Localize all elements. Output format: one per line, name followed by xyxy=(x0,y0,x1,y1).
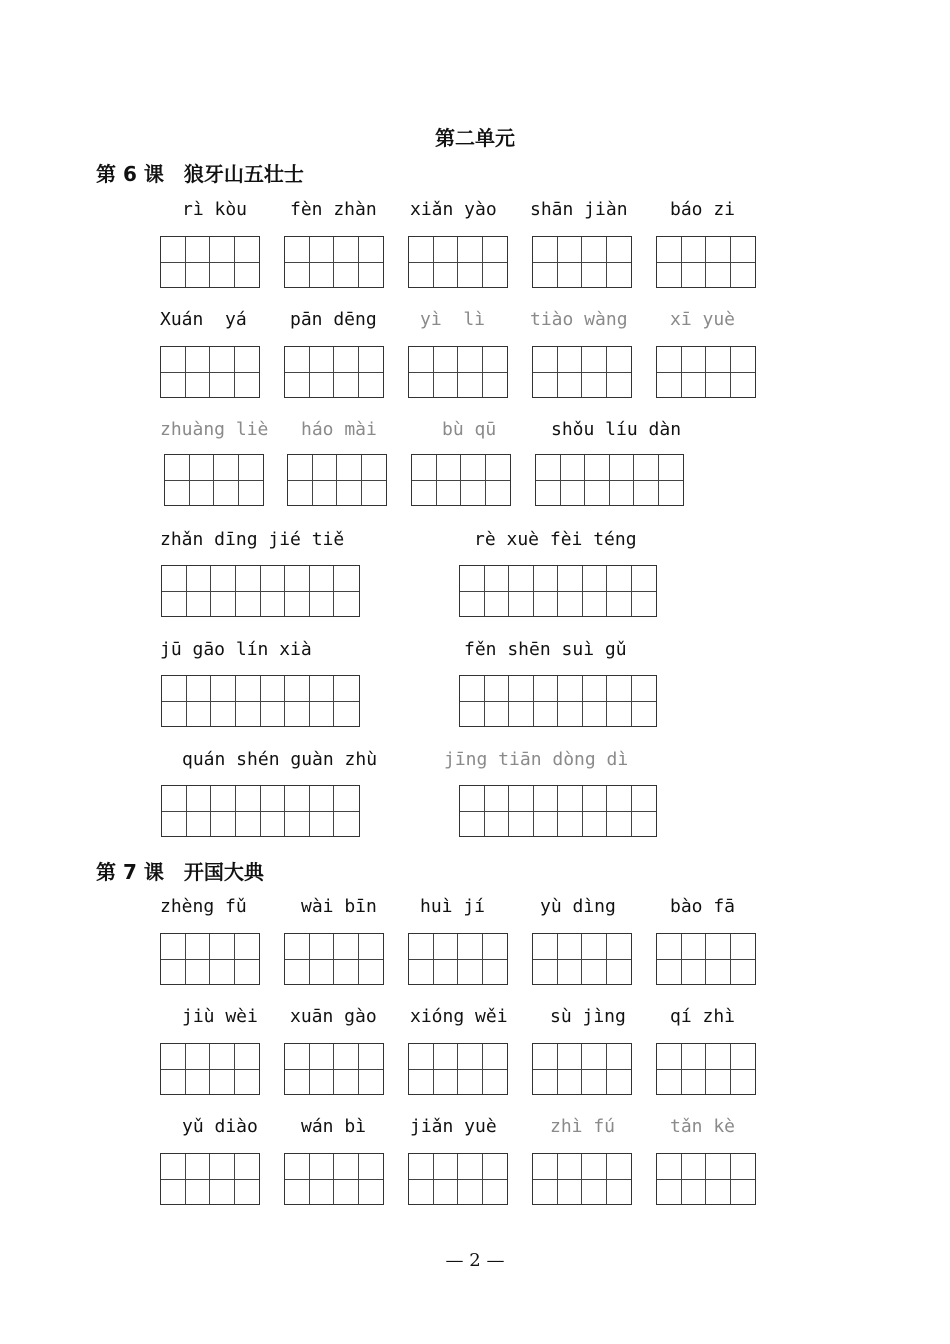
character-cell[interactable] xyxy=(235,1044,260,1094)
character-cell[interactable] xyxy=(682,1044,707,1094)
character-cell[interactable] xyxy=(460,676,485,726)
writing-grid[interactable] xyxy=(532,933,632,985)
writing-grid[interactable] xyxy=(164,454,264,506)
character-cell[interactable] xyxy=(187,566,212,616)
character-cell[interactable] xyxy=(558,566,583,616)
character-cell[interactable] xyxy=(186,1154,211,1204)
unit-title: 第二单元 xyxy=(435,126,515,150)
writing-grid[interactable] xyxy=(411,454,511,506)
character-cell[interactable] xyxy=(337,455,362,505)
character-cell[interactable] xyxy=(434,347,459,397)
character-cell[interactable] xyxy=(162,786,187,836)
writing-grid[interactable] xyxy=(656,236,756,288)
pinyin-label: rì kòu xyxy=(182,199,248,220)
writing-grid[interactable] xyxy=(284,933,384,985)
character-cell[interactable] xyxy=(161,1044,186,1094)
writing-grid[interactable] xyxy=(284,346,384,398)
character-cell[interactable] xyxy=(334,237,359,287)
writing-grid[interactable] xyxy=(408,1043,508,1095)
character-cell[interactable] xyxy=(334,1154,359,1204)
character-cell[interactable] xyxy=(334,786,359,836)
character-cell[interactable] xyxy=(607,237,632,287)
writing-grid[interactable] xyxy=(459,675,657,727)
character-cell[interactable] xyxy=(607,676,632,726)
pinyin-label: háo mài xyxy=(301,419,377,440)
character-cell[interactable] xyxy=(731,347,756,397)
lesson-7-title: 第 7 课 开国大典 xyxy=(96,860,264,884)
character-cell[interactable] xyxy=(236,786,261,836)
pinyin-label: xuān gào xyxy=(290,1006,377,1027)
character-cell[interactable] xyxy=(558,676,583,726)
character-cell[interactable] xyxy=(261,566,286,616)
character-cell[interactable] xyxy=(657,347,682,397)
character-cell[interactable] xyxy=(235,934,260,984)
writing-grid[interactable] xyxy=(408,933,508,985)
character-cell[interactable] xyxy=(161,934,186,984)
character-cell[interactable] xyxy=(236,676,261,726)
character-cell[interactable] xyxy=(187,786,212,836)
character-cell[interactable] xyxy=(310,566,335,616)
character-cell[interactable] xyxy=(731,237,756,287)
character-cell[interactable] xyxy=(409,237,434,287)
character-cell[interactable] xyxy=(334,347,359,397)
character-cell[interactable] xyxy=(310,1154,335,1204)
lesson-6-title: 第 6 课 狼牙山五壮士 xyxy=(96,162,304,186)
character-cell[interactable] xyxy=(285,786,310,836)
character-cell[interactable] xyxy=(706,934,731,984)
character-cell[interactable] xyxy=(186,934,211,984)
character-cell[interactable] xyxy=(585,455,610,505)
pinyin-label: bù qū xyxy=(442,419,497,440)
character-cell[interactable] xyxy=(285,934,310,984)
writing-grid[interactable] xyxy=(532,346,632,398)
pinyin-label: jīng tiān dòng dì xyxy=(444,749,629,770)
character-cell[interactable] xyxy=(657,934,682,984)
character-cell[interactable] xyxy=(509,786,534,836)
character-cell[interactable] xyxy=(334,676,359,726)
character-cell[interactable] xyxy=(310,237,335,287)
writing-grid[interactable] xyxy=(408,236,508,288)
writing-grid[interactable] xyxy=(532,1043,632,1095)
character-cell[interactable] xyxy=(607,1154,632,1204)
character-cell[interactable] xyxy=(509,566,534,616)
character-cell[interactable] xyxy=(534,786,559,836)
character-cell[interactable] xyxy=(582,1044,607,1094)
writing-grid[interactable] xyxy=(656,933,756,985)
writing-grid[interactable] xyxy=(284,1153,384,1205)
character-cell[interactable] xyxy=(706,237,731,287)
character-cell[interactable] xyxy=(533,1044,558,1094)
pinyin-label: wài bīn xyxy=(301,896,377,917)
character-cell[interactable] xyxy=(534,676,559,726)
writing-grid[interactable] xyxy=(535,454,684,506)
character-cell[interactable] xyxy=(483,347,508,397)
writing-grid[interactable] xyxy=(160,236,260,288)
character-cell[interactable] xyxy=(409,347,434,397)
character-cell[interactable] xyxy=(190,455,215,505)
character-cell[interactable] xyxy=(310,347,335,397)
writing-grid[interactable] xyxy=(408,346,508,398)
character-cell[interactable] xyxy=(534,566,559,616)
character-cell[interactable] xyxy=(706,347,731,397)
character-cell[interactable] xyxy=(434,1044,459,1094)
pinyin-label: huì jí xyxy=(420,896,486,917)
character-cell[interactable] xyxy=(607,934,632,984)
writing-grid[interactable] xyxy=(459,785,657,837)
pinyin-label: tǎn kè xyxy=(670,1116,736,1137)
character-cell[interactable] xyxy=(334,566,359,616)
character-cell[interactable] xyxy=(682,1154,707,1204)
character-cell[interactable] xyxy=(359,1154,384,1204)
character-cell[interactable] xyxy=(334,934,359,984)
writing-grid[interactable] xyxy=(284,236,384,288)
character-cell[interactable] xyxy=(659,455,684,505)
character-cell[interactable] xyxy=(359,934,384,984)
character-cell[interactable] xyxy=(211,676,236,726)
writing-grid[interactable] xyxy=(160,346,260,398)
writing-grid[interactable] xyxy=(532,1153,632,1205)
character-cell[interactable] xyxy=(461,455,486,505)
pinyin-label: jū gāo lín xià xyxy=(160,639,312,660)
character-cell[interactable] xyxy=(285,566,310,616)
character-cell[interactable] xyxy=(310,786,335,836)
character-cell[interactable] xyxy=(210,934,235,984)
character-cell[interactable] xyxy=(558,786,583,836)
character-cell[interactable] xyxy=(558,1154,583,1204)
pinyin-label: tiào wàng xyxy=(530,309,628,330)
character-cell[interactable] xyxy=(558,934,583,984)
pinyin-label: yù dìng xyxy=(540,896,616,917)
character-cell[interactable] xyxy=(161,1154,186,1204)
character-cell[interactable] xyxy=(210,237,235,287)
pinyin-label: yì lì xyxy=(420,309,486,330)
character-cell[interactable] xyxy=(607,347,632,397)
character-cell[interactable] xyxy=(483,934,508,984)
pinyin-label: quán shén guàn zhù xyxy=(182,749,378,770)
character-cell[interactable] xyxy=(582,347,607,397)
pinyin-label: zhǎn dīng jié tiě xyxy=(160,529,345,550)
character-cell[interactable] xyxy=(211,786,236,836)
pinyin-label: zhèng fǔ xyxy=(160,896,247,917)
writing-grid[interactable] xyxy=(161,675,360,727)
character-cell[interactable] xyxy=(607,786,632,836)
pinyin-label: jiǎn yuè xyxy=(410,1116,497,1137)
writing-grid[interactable] xyxy=(656,1043,756,1095)
character-cell[interactable] xyxy=(632,786,657,836)
character-cell[interactable] xyxy=(657,1044,682,1094)
character-cell[interactable] xyxy=(412,455,437,505)
character-cell[interactable] xyxy=(582,237,607,287)
character-cell[interactable] xyxy=(210,1044,235,1094)
character-cell[interactable] xyxy=(682,237,707,287)
writing-grid[interactable] xyxy=(459,565,657,617)
character-cell[interactable] xyxy=(558,347,583,397)
pinyin-label: shān jiàn xyxy=(530,199,628,220)
character-cell[interactable] xyxy=(261,676,286,726)
character-cell[interactable] xyxy=(434,934,459,984)
character-cell[interactable] xyxy=(607,1044,632,1094)
character-cell[interactable] xyxy=(186,1044,211,1094)
pinyin-label: bào fā xyxy=(670,896,736,917)
character-cell[interactable] xyxy=(186,237,211,287)
character-cell[interactable] xyxy=(682,934,707,984)
character-cell[interactable] xyxy=(533,934,558,984)
character-cell[interactable] xyxy=(313,455,338,505)
character-cell[interactable] xyxy=(607,566,632,616)
character-cell[interactable] xyxy=(210,1154,235,1204)
character-cell[interactable] xyxy=(288,455,313,505)
character-cell[interactable] xyxy=(706,1154,731,1204)
character-cell[interactable] xyxy=(583,566,608,616)
character-cell[interactable] xyxy=(486,455,511,505)
pinyin-label: fěn shēn suì gǔ xyxy=(464,639,627,660)
writing-grid[interactable] xyxy=(287,454,387,506)
character-cell[interactable] xyxy=(460,786,485,836)
character-cell[interactable] xyxy=(161,237,186,287)
character-cell[interactable] xyxy=(533,237,558,287)
character-cell[interactable] xyxy=(211,566,236,616)
character-cell[interactable] xyxy=(285,676,310,726)
character-cell[interactable] xyxy=(558,237,583,287)
character-cell[interactable] xyxy=(165,455,190,505)
writing-grid[interactable] xyxy=(408,1153,508,1205)
writing-grid[interactable] xyxy=(160,1043,260,1095)
character-cell[interactable] xyxy=(731,934,756,984)
character-cell[interactable] xyxy=(285,237,310,287)
character-cell[interactable] xyxy=(239,455,264,505)
character-cell[interactable] xyxy=(634,455,659,505)
character-cell[interactable] xyxy=(536,455,561,505)
character-cell[interactable] xyxy=(657,237,682,287)
writing-grid[interactable] xyxy=(532,236,632,288)
pinyin-label: jiù wèi xyxy=(182,1006,258,1027)
character-cell[interactable] xyxy=(632,676,657,726)
character-cell[interactable] xyxy=(187,676,212,726)
character-cell[interactable] xyxy=(235,237,260,287)
character-cell[interactable] xyxy=(533,347,558,397)
character-cell[interactable] xyxy=(558,1044,583,1094)
character-cell[interactable] xyxy=(359,237,384,287)
pinyin-label: shǒu líu dàn xyxy=(551,419,682,440)
character-cell[interactable] xyxy=(310,934,335,984)
character-cell[interactable] xyxy=(210,347,235,397)
character-cell[interactable] xyxy=(731,1044,756,1094)
character-cell[interactable] xyxy=(460,566,485,616)
character-cell[interactable] xyxy=(285,1044,310,1094)
character-cell[interactable] xyxy=(458,237,483,287)
pinyin-label: yǔ diào xyxy=(182,1116,258,1137)
character-cell[interactable] xyxy=(214,455,239,505)
pinyin-label: wán bì xyxy=(301,1116,367,1137)
character-cell[interactable] xyxy=(235,347,260,397)
pinyin-label: sù jìng xyxy=(550,1006,626,1027)
pinyin-label: qí zhì xyxy=(670,1006,736,1027)
character-cell[interactable] xyxy=(236,566,261,616)
character-cell[interactable] xyxy=(582,934,607,984)
character-cell[interactable] xyxy=(409,934,434,984)
pinyin-label: xióng wěi xyxy=(410,1006,508,1027)
character-cell[interactable] xyxy=(359,1044,384,1094)
writing-grid[interactable] xyxy=(161,565,360,617)
character-cell[interactable] xyxy=(186,347,211,397)
pinyin-label: fèn zhàn xyxy=(290,199,377,220)
character-cell[interactable] xyxy=(162,676,187,726)
character-cell[interactable] xyxy=(682,347,707,397)
character-cell[interactable] xyxy=(310,676,335,726)
character-cell[interactable] xyxy=(509,676,534,726)
character-cell[interactable] xyxy=(483,237,508,287)
character-cell[interactable] xyxy=(458,347,483,397)
character-cell[interactable] xyxy=(285,347,310,397)
character-cell[interactable] xyxy=(310,1044,335,1094)
character-cell[interactable] xyxy=(285,1154,310,1204)
writing-grid[interactable] xyxy=(160,1153,260,1205)
pinyin-label: xiǎn yào xyxy=(410,199,497,220)
character-cell[interactable] xyxy=(458,1154,483,1204)
character-cell[interactable] xyxy=(706,1044,731,1094)
character-cell[interactable] xyxy=(561,455,586,505)
character-cell[interactable] xyxy=(359,347,384,397)
character-cell[interactable] xyxy=(632,566,657,616)
character-cell[interactable] xyxy=(485,566,510,616)
character-cell[interactable] xyxy=(582,1154,607,1204)
character-cell[interactable] xyxy=(610,455,635,505)
character-cell[interactable] xyxy=(334,1044,359,1094)
character-cell[interactable] xyxy=(458,934,483,984)
pinyin-label: rè xuè fèi téng xyxy=(474,529,637,550)
pinyin-label: xī yuè xyxy=(670,309,736,330)
character-cell[interactable] xyxy=(437,455,462,505)
pinyin-label: zhuàng liè xyxy=(160,419,269,440)
character-cell[interactable] xyxy=(261,786,286,836)
character-cell[interactable] xyxy=(483,1044,508,1094)
character-cell[interactable] xyxy=(409,1044,434,1094)
character-cell[interactable] xyxy=(485,676,510,726)
pinyin-label: báo zi xyxy=(670,199,736,220)
writing-grid[interactable] xyxy=(161,785,360,837)
writing-grid[interactable] xyxy=(160,933,260,985)
character-cell[interactable] xyxy=(362,455,387,505)
character-cell[interactable] xyxy=(409,1154,434,1204)
character-cell[interactable] xyxy=(434,1154,459,1204)
page-number: — 2 — xyxy=(445,1250,505,1271)
character-cell[interactable] xyxy=(583,676,608,726)
character-cell[interactable] xyxy=(458,1044,483,1094)
character-cell[interactable] xyxy=(162,566,187,616)
character-cell[interactable] xyxy=(657,1154,682,1204)
writing-grid[interactable] xyxy=(284,1043,384,1095)
pinyin-label: pān dēng xyxy=(290,309,377,330)
character-cell[interactable] xyxy=(483,1154,508,1204)
writing-grid[interactable] xyxy=(656,346,756,398)
character-cell[interactable] xyxy=(731,1154,756,1204)
character-cell[interactable] xyxy=(161,347,186,397)
character-cell[interactable] xyxy=(485,786,510,836)
character-cell[interactable] xyxy=(434,237,459,287)
character-cell[interactable] xyxy=(235,1154,260,1204)
character-cell[interactable] xyxy=(583,786,608,836)
character-cell[interactable] xyxy=(533,1154,558,1204)
pinyin-label: Xuán yá xyxy=(160,309,247,330)
writing-grid[interactable] xyxy=(656,1153,756,1205)
pinyin-label: zhì fú xyxy=(550,1116,616,1137)
